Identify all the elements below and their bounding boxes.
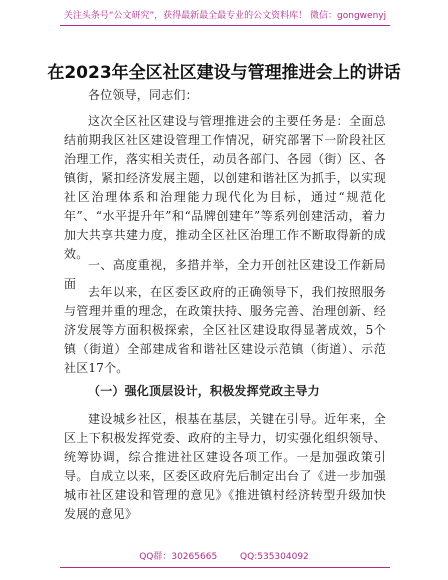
footer-qq: QQ:535304092: [240, 552, 309, 562]
paragraph-top-level-design: 建设城乡社区，根基在基层，关键在引导。近年来，全区上下积极发挥党委、政府的主导力，切实强化组织领导、统筹协调，综合推进社区建设各项工作。一是加强政策引导。自成立以来，区委区政府先后制定出台了《进一步加强城市社区建设和管理的意见》《推进镇村经济转型升级加快发展的意见》: [64, 412, 386, 521]
footer-contacts: [0, 549, 448, 562]
header-banner: 关注头条号“公文研究”，获得最新最全最专业的公文资料库！ 微信：gongwenyj: [60, 8, 390, 26]
footer-divider: [60, 567, 390, 568]
document-title: 在2023年全区社区建设与管理推进会上的讲话: [47, 63, 401, 83]
section-heading-1: 一、高度重视，多措并举，全力开创社区建设工作新局面: [64, 258, 386, 291]
footer-qq-group: QQ群：30265665: [139, 552, 218, 562]
greeting: 各位领导，同志们：: [88, 88, 198, 102]
paragraph-intro: 这次全区社区建设与管理推进会的主要任务是：全面总结前期我区社区建设管理工作情况，研究部署下一阶段社区治理工作，落实相关责任，动员各部门、各园（街）区、各镇街，紧扣经济发展主题，以创建和谐社区为抓手，以实现社区治理体系和治理能力现代化为目标，通过“规范化年”、“水平提升年”和“品牌创建年”等系列创建活动，着力加大共享共建力度，推动全区社区治理工作不断取得新的成效。: [64, 114, 386, 261]
subsection-heading-1: （一）强化顶层设计，积极发挥党政主导力: [88, 384, 320, 398]
paragraph-achievements: 去年以来，在区委区政府的正确领导下，我们按照服务与管理并重的理念，在政策扶持、服务完善、治理创新、经济发展等方面积极探索，全区社区建设取得显著成效，5个镇（街道）全部建成省和谐社区建设示范镇（街道）、示范社区17个。: [64, 285, 386, 375]
